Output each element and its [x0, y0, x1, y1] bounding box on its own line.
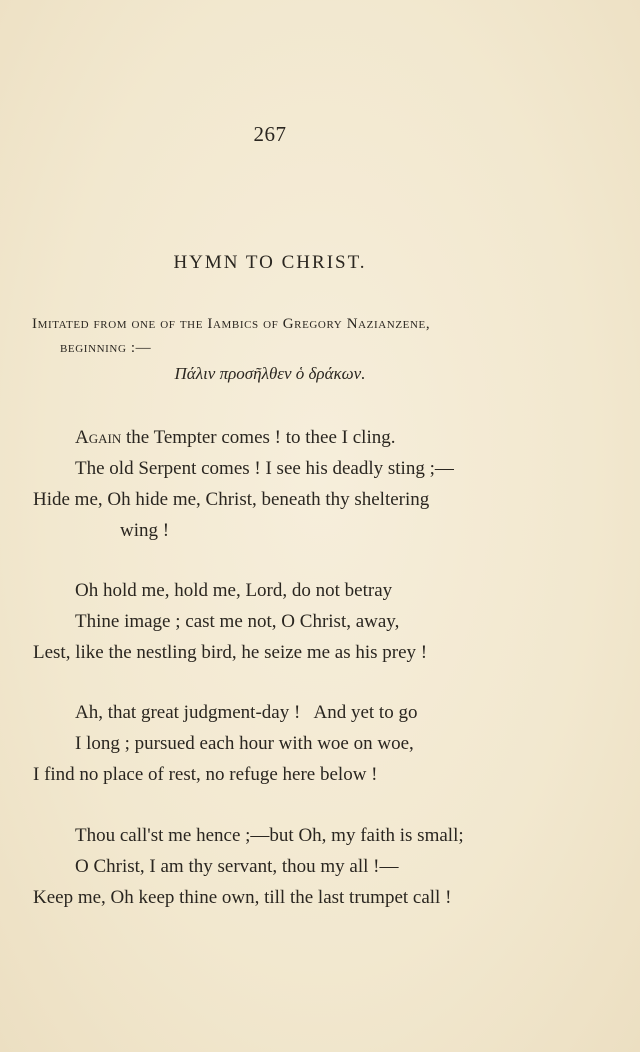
- poem-line: Ah, that great judgment-day ! And yet to go: [75, 702, 418, 723]
- poem-line: Hide me, Oh hide me, Christ, beneath thy sheltering: [33, 489, 430, 510]
- poem-line: Thou call'st me hence ;—but Oh, my faith is small;: [75, 825, 464, 846]
- stanza-1: [0, 422, 640, 546]
- poem-line: Keep me, Oh keep thine own, till the last trumpet call !: [33, 887, 452, 908]
- poem-line: O Christ, I am thy servant, thou my all !—: [75, 856, 399, 877]
- poem-line: The old Serpent comes ! I see his deadly sting ;—: [75, 458, 454, 479]
- stanza-3: [0, 697, 640, 790]
- subtitle-line-2: beginning :—: [60, 340, 152, 356]
- stanza-4: [0, 820, 640, 913]
- poem-line: wing !: [120, 520, 170, 541]
- poem-title: HYMN TO CHRIST.: [173, 252, 367, 273]
- line-text: the Tempter comes ! to thee I cling.: [121, 427, 396, 448]
- poem-line: Lest, like the nestling bird, he seize me as his prey !: [33, 642, 428, 663]
- poem-line: Oh hold me, hold me, Lord, do not betray: [75, 580, 393, 601]
- poem-line: [0, 422, 640, 453]
- stanza-2: [0, 575, 640, 668]
- poem-line: I find no place of rest, no refuge here below !: [33, 764, 378, 785]
- lead-word: Again: [75, 427, 122, 448]
- page-number: 267: [253, 122, 287, 146]
- poem-line: I long ; pursued each hour with woe on woe,: [75, 733, 414, 754]
- greek-incipit: Πάλιν προσῆλθεν ὁ δράκων.: [174, 364, 366, 383]
- subtitle-line-1: Imitated from one of the Iambics of Gregory Nazianzene,: [32, 316, 431, 332]
- poem-line: Thine image ; cast me not, O Christ, away,: [75, 611, 400, 632]
- poem-subtitle: [32, 312, 512, 360]
